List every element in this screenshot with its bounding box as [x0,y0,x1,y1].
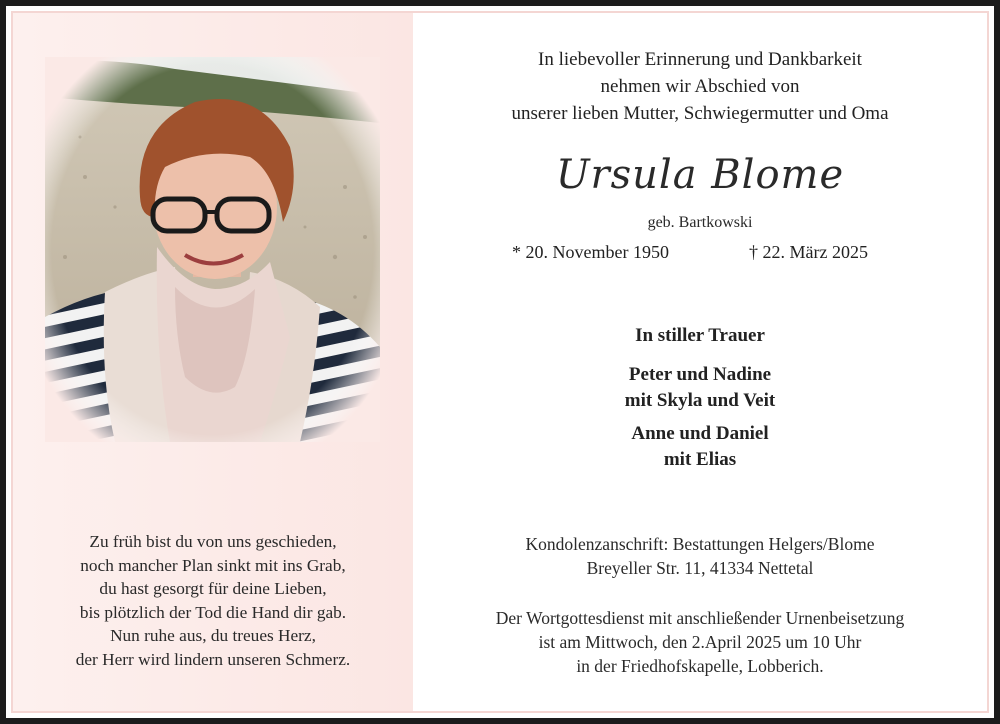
memorial-verse [20,530,406,671]
condolence-line-2: Breyeller Str. 11, 41334 Nettetal [586,558,814,578]
family-line: mit Skyla und Veit [624,390,776,411]
death-date: † 22. März 2025 [749,242,868,262]
verse-line: du hast gesorgt für deine Lieben, [99,579,327,598]
condolence-line-1: Kondolenzanschrift: Bestattungen Helgers/Blome [525,534,875,554]
family-list [420,362,980,473]
intro-line-2: nehmen wir Abschied von [600,76,800,97]
intro-line-3: unserer lieben Mutter, Schwiegermutter und Oma [511,103,889,124]
verse-line: noch mancher Plan sinkt mit ins Grab, [80,555,346,575]
service-line-3: in der Friedhofskapelle, Lobberich. [576,656,824,676]
service-line-2: ist am Mittwoch, den 2.April 2025 um 10 Uhr [538,632,862,652]
birth-name: geb. Bartkowski [647,214,753,231]
family-line: Peter und Nadine [628,364,772,385]
intro-text [420,46,980,127]
birth-date: * 20. November 1950 [512,242,669,262]
service-line-1: Der Wortgottesdienst mit anschließender Urnenbeisetzung [495,608,905,628]
condolence-address [420,532,980,580]
verse-line: Nun ruhe aus, du treues Herz, [110,626,316,645]
verse-line: Zu früh bist du von uns geschieden, [89,532,337,551]
verse-line: bis plötzlich der Tod die Hand dir gab. [79,602,347,622]
mourning-title: In stiller Trauer [635,325,765,346]
family-line: Anne und Daniel [631,423,769,444]
service-info [420,606,980,678]
portrait-photo [45,57,380,442]
intro-line-1: In liebevoller Erinnerung und Dankbarkeit [538,49,862,70]
family-line: mit Elias [663,449,737,470]
deceased-name: Ursula Blome [555,152,845,198]
verse-line: der Herr wird lindern unseren Schmerz. [75,649,351,669]
